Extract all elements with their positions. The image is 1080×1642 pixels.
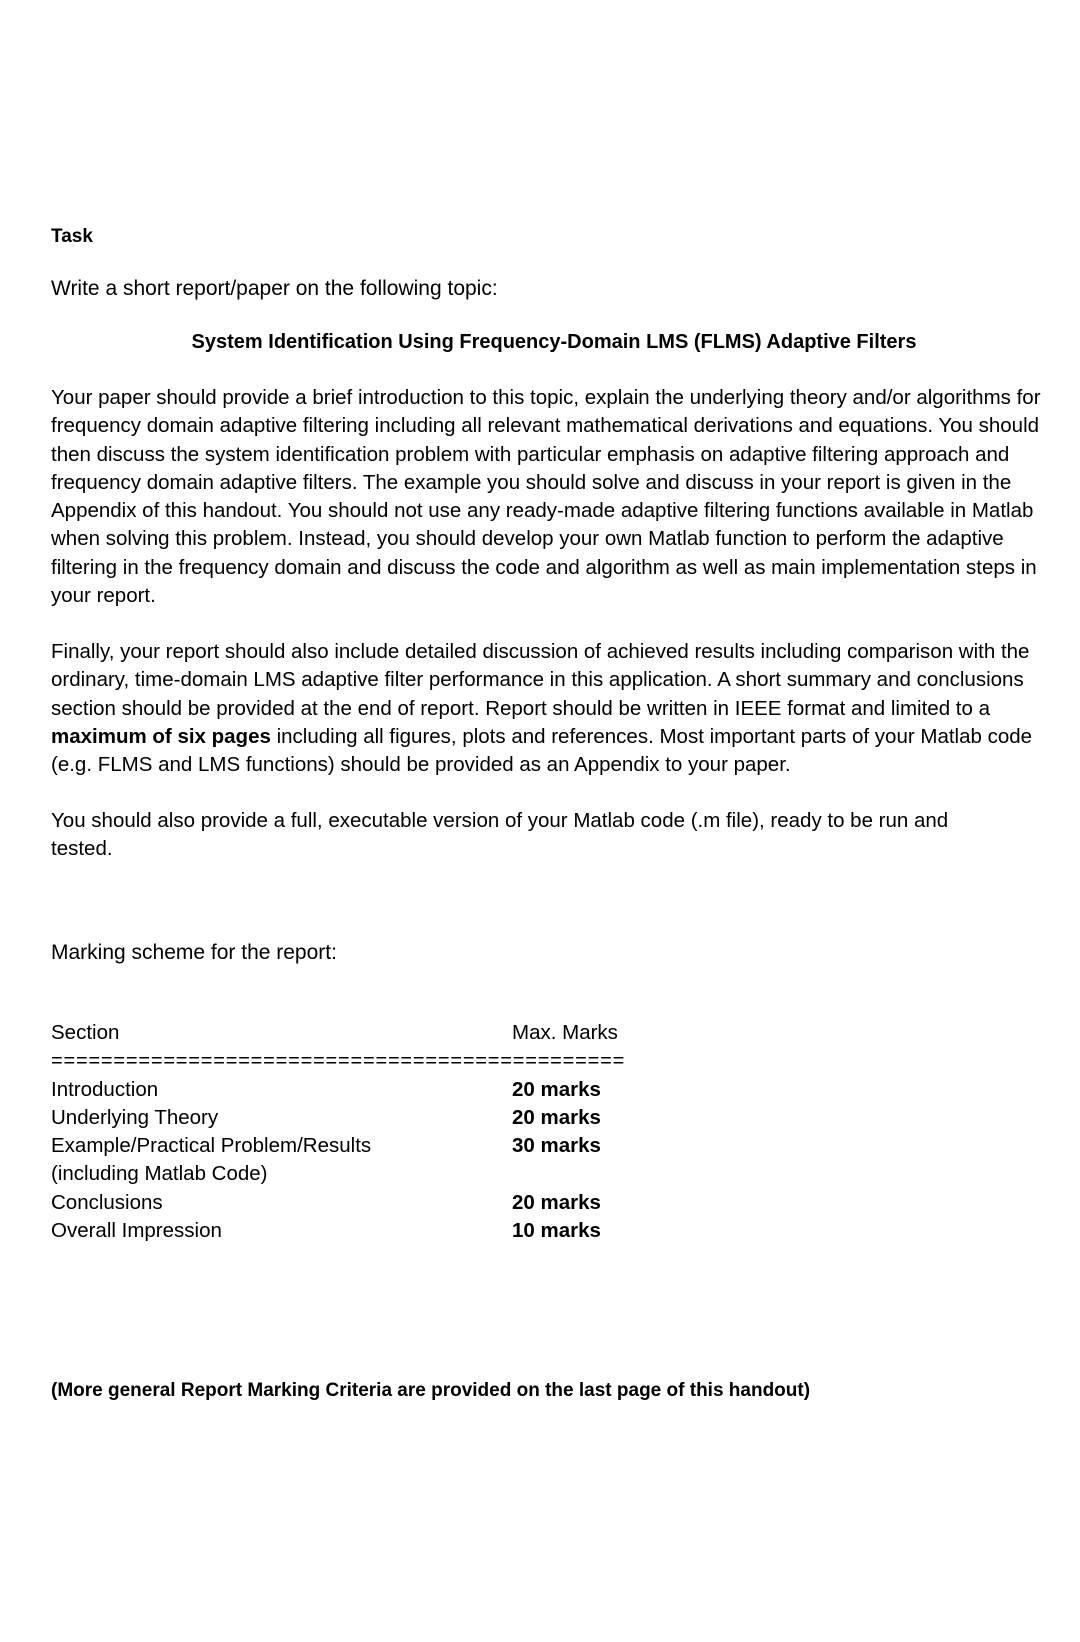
- table-row-marks: 30 marks: [512, 1134, 601, 1157]
- table-row-marks: 20 marks: [512, 1078, 601, 1101]
- table-row-section: Underlying Theory: [51, 1106, 219, 1129]
- table-row-section: Introduction: [51, 1078, 159, 1101]
- paragraph-results-text-1: Finally, your report should also include detailed discussion of achieved results including comparison with the ordinary, time-domain LMS adaptive filter performance in this application. A short summary and conclusions section should be provided at the end of report. Report should be written in IEEE format and limited to a: [51, 640, 1030, 720]
- paragraph-results-text-2: including all figures, plots and references. Most important parts of your Matlab code (e.g. FLMS and LMS functions) should be provided as an Appendix to your paper.: [51, 724, 1033, 777]
- paragraph-results: [51, 638, 1061, 779]
- table-row-section: Overall Impression: [51, 1219, 222, 1242]
- table-row-marks: 20 marks: [512, 1191, 601, 1214]
- table-divider: ==============================================: [51, 1050, 626, 1072]
- task-heading: Task: [51, 226, 93, 247]
- table-row-marks: 10 marks: [512, 1219, 601, 1242]
- table-row-marks: 20 marks: [512, 1106, 601, 1129]
- table-row-section: (including Matlab Code): [51, 1162, 268, 1185]
- paragraph-code-submission: You should also provide a full, executable version of your Matlab code (.m file), ready to be run and tested.: [51, 809, 949, 861]
- paragraph-introduction: Your paper should provide a brief introduction to this topic, explain the underlying theory and/or algorithms for frequency domain adaptive filtering including all relevant mathematical derivations and equations. You should then discuss the system identification problem with particular emphasis on adaptive filtering approach and frequency domain adaptive filters. The example you should solve and discuss in your report is given in the Appendix of this handout. You should not use any ready-made adaptive filtering functions available in Matlab when solving this problem. Instead, you should develop your own Matlab function to perform the adaptive filtering in the frequency domain and discuss the code and algorithm as well as main implementation steps in your report.: [51, 386, 1041, 608]
- page-limit-emphasis: maximum of six pages: [51, 724, 271, 748]
- column-header-max-marks: Max. Marks: [512, 1021, 618, 1044]
- column-header-section: Section: [51, 1021, 120, 1044]
- marking-scheme-label: Marking scheme for the report:: [51, 941, 337, 964]
- topic-title: System Identification Using Frequency-Domain LMS (FLMS) Adaptive Filters: [191, 331, 917, 353]
- table-row-section: Example/Practical Problem/Results: [51, 1134, 372, 1157]
- intro-line: Write a short report/paper on the following topic:: [51, 277, 498, 300]
- footer-note: (More general Report Marking Criteria are provided on the last page of this handout): [51, 1380, 811, 1401]
- table-row-section: Conclusions: [51, 1191, 163, 1214]
